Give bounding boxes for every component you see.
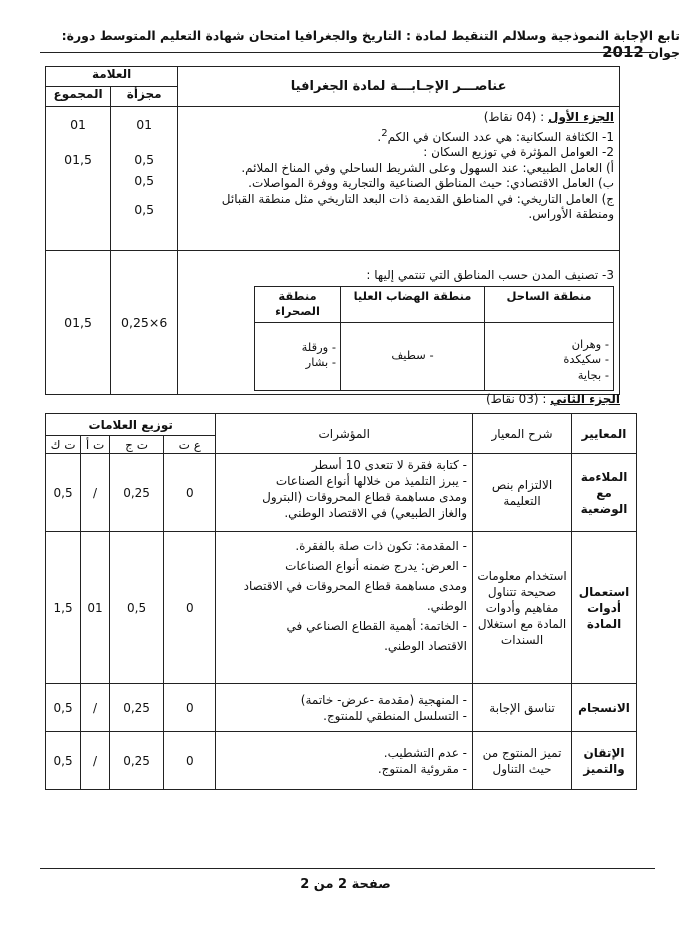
explain-mastery <box>473 732 572 790</box>
criterion-line: أدوات <box>587 600 621 615</box>
criterion-line: والتميز <box>583 761 625 776</box>
mark-cell: 0,5 <box>46 684 81 732</box>
indicator-line: الاقتصاد الوطني. <box>384 639 468 653</box>
criterion-coherence <box>572 684 637 732</box>
city-coast-2: - سكيكدة <box>563 352 609 366</box>
part2-heading <box>460 392 620 406</box>
indicator-line: ومدى مساهمة قطاع المحروقات (البترول <box>262 490 468 504</box>
explain-relevance <box>473 454 572 532</box>
explain-line: صحيحة تتناول <box>487 584 557 599</box>
indicator-line: - كتابة فقرة لا تتعدى 10 أسطر <box>311 458 468 472</box>
header-text: تابع الإجابة النموذجية وسلالم التنقيط لمادة : التاريخ والجغرافيا امتحان شهادة التعليم المتوسط دورة: جوان <box>61 28 680 60</box>
mark-cell: 0,25 <box>109 454 163 532</box>
mark-cell: 0,25 <box>109 684 163 732</box>
page-number: صفحة 2 من 2 <box>300 877 391 892</box>
city-classification-table <box>254 286 614 391</box>
explain-line: تميز المنتوج من <box>482 745 562 760</box>
q2b-partial: 0,5 <box>134 173 155 188</box>
explain-line: حيث التناول <box>492 761 552 776</box>
geography-answer-table <box>45 66 620 395</box>
part1-total-marks <box>46 107 111 251</box>
q2a-partial: 0,5 <box>134 152 155 167</box>
mark-cell: 0 <box>164 684 216 732</box>
q2-title: 2- العوامل المؤثرة في توزيع السكان : <box>423 145 614 159</box>
explain-line: الالتزام بنص <box>491 477 553 492</box>
part1-partial-marks <box>111 107 178 251</box>
mark-cell: 0 <box>164 732 216 790</box>
q3-partial: 6×0,25 <box>111 251 178 395</box>
criterion-line: الوضعية <box>580 501 628 516</box>
part2-points: : (03 نقاط) <box>485 392 547 406</box>
indicator-line: - التسلسل المنطقي للمنتوج. <box>323 708 468 723</box>
page-header <box>40 28 680 61</box>
q1-total: 01 <box>70 117 87 132</box>
indicator-line: - العرض: يدرج ضمنه أنواع الصناعات <box>285 559 468 573</box>
criteria-header: المعايير <box>572 414 637 454</box>
criterion-line: الملاءمة <box>580 469 628 484</box>
mark-cell: 0 <box>164 532 216 684</box>
indicators-mastery <box>216 732 473 790</box>
indicator-line: - الخاتمة: أهمية القطاع الصناعي في <box>286 619 468 633</box>
coast-cities <box>485 322 614 390</box>
header-year: 2012 <box>602 43 644 61</box>
criterion-line: الإتقان <box>583 745 625 760</box>
mark-cell: 0 <box>164 454 216 532</box>
criterion-relevance <box>572 454 637 532</box>
criterion-mastery <box>572 732 637 790</box>
mark-cell: 1,5 <box>46 532 81 684</box>
criterion-line: مع <box>596 485 612 500</box>
explain-coherence <box>473 684 572 732</box>
total-header: المجموع <box>46 87 111 107</box>
desert-header: منطقة الصحراء <box>255 286 341 322</box>
q2c-answer: ج) العامل التاريخي: في المناطق القديمة ذات البعد التاريخي مثل منطقة القبائل <box>221 191 614 206</box>
indicator-line: - يبرز التلميذ من خلالها أنواع الصناعات <box>275 474 468 488</box>
indicators-tools <box>216 532 473 684</box>
city-coast-3: - بجاية <box>577 367 609 382</box>
q2c-partial: 0,5 <box>134 202 155 217</box>
footer-rule <box>40 868 655 869</box>
indicators-relevance <box>216 454 473 532</box>
mark-cell: / <box>81 684 110 732</box>
mark-cell: 0,5 <box>46 732 81 790</box>
city-desert-2: - بشار <box>305 355 336 369</box>
q1-answer: 1- الكثافة السكانية: هي عدد السكان في الكم <box>387 129 614 144</box>
explain-line: التعليمة <box>503 493 541 508</box>
mark-cell: 0,5 <box>46 454 81 532</box>
q2a-answer: أ) العامل الطبيعي: عند السهول وعلى الشريط الساحلي وفي المناخ الملائم. <box>241 160 614 175</box>
indicator-line: - المنهجية (مقدمة -عرض- خاتمة) <box>300 692 468 707</box>
mark-cell: 0,5 <box>109 532 163 684</box>
part1-answers: الجزء الأول : (04 نقاط) 1- الكثافة السكانية: هي عدد السكان في الكم$^2$. 2- العوامل المؤثرة في توزيع السكان : أ) العامل الطبيعي: عند السهول وعلى الشريط الساحلي وفي المناخ الملائم. ب) العامل الاقتصادي: حيث المناطق الصناعية والتجارية ووفرة المواصلات. ج) العامل التاريخي: في المناطق القديمة ذات البعد التاريخي مثل منطقة القبائل ومنطقة الأوراس. <box>178 107 620 251</box>
indicator-line: - عدم التشطيب. <box>383 745 468 760</box>
criteria-table <box>45 413 637 790</box>
highlands-header: منطقة الهضاب العليا <box>341 286 485 322</box>
q2c-answer-cont: ومنطقة الأوراس. <box>528 207 614 221</box>
indicator-line: - مقروئية المنتوج. <box>377 761 468 776</box>
part2-title: الجزء الثاني <box>550 392 620 406</box>
indicators-header: المؤشرات <box>216 414 473 454</box>
mark-cell: 0,25 <box>109 732 163 790</box>
partial-header: مجزأة <box>111 87 178 107</box>
criterion-line: المادة <box>586 616 622 631</box>
header-rule <box>40 52 655 53</box>
city-high-1: - سطيف <box>391 348 434 363</box>
city-coast-1: - وهران <box>571 336 609 351</box>
sub-header-4: ت ك <box>46 436 81 454</box>
sub-header-3: ت أ <box>81 436 110 454</box>
coast-header: منطقة الساحل <box>485 286 614 322</box>
explain-line: مفاهيم وأدوات <box>485 600 559 615</box>
sub-header-1: ع ت <box>164 436 216 454</box>
mark-cell: / <box>81 454 110 532</box>
highlands-cities <box>341 322 485 390</box>
mark-cell: / <box>81 732 110 790</box>
sub-header-2: ت ج <box>109 436 163 454</box>
q3-title: 3- تصنيف المدن حسب المناطق التي تنتمي إليها : <box>366 268 614 282</box>
criterion-line: استعمال <box>578 584 630 599</box>
indicator-line: الوطني. <box>426 599 468 613</box>
explain-line: تناسق الإجابة <box>489 700 555 715</box>
q2-total: 01,5 <box>64 152 92 167</box>
explain-line: السندات <box>500 632 544 647</box>
q3-answer <box>178 251 620 395</box>
q1-partial: 01 <box>136 117 153 132</box>
mark-cell: 01 <box>81 532 110 684</box>
city-desert-1: - ورقلة <box>301 339 336 354</box>
indicator-line: - المقدمة: تكون ذات صلة بالفقرة. <box>295 539 468 553</box>
explain-tools <box>473 532 572 684</box>
part1-title: الجزء الأول <box>548 110 614 124</box>
indicator-line: والغاز الطبيعي) في الاقتصاد الوطني. <box>284 506 468 520</box>
distribution-header: توزيع العلامات <box>46 414 216 436</box>
explain-header: شرح المعيار <box>473 414 572 454</box>
grade-header: العلامة <box>46 67 178 87</box>
criterion-line: الانسجام <box>578 700 630 715</box>
q1-superscript: 2 <box>381 127 388 139</box>
explain-line: المادة مع استغلال <box>477 616 567 631</box>
q3-total: 01,5 <box>46 251 111 395</box>
indicators-coherence <box>216 684 473 732</box>
indicator-line: ومدى مساهمة قطاع المحروقات في الاقتصاد <box>243 579 468 593</box>
answer-column-header: عناصـــر الإجـابـــة لمادة الجغرافيا <box>178 67 620 107</box>
explain-line: استخدام معلومات <box>477 568 567 583</box>
q2b-answer: ب) العامل الاقتصادي: حيث المناطق الصناعية والتجارية ووفرة المواصلات. <box>248 176 614 190</box>
criterion-tools <box>572 532 637 684</box>
part1-points: : (04 نقاط) <box>483 110 545 124</box>
desert-cities <box>255 322 341 390</box>
